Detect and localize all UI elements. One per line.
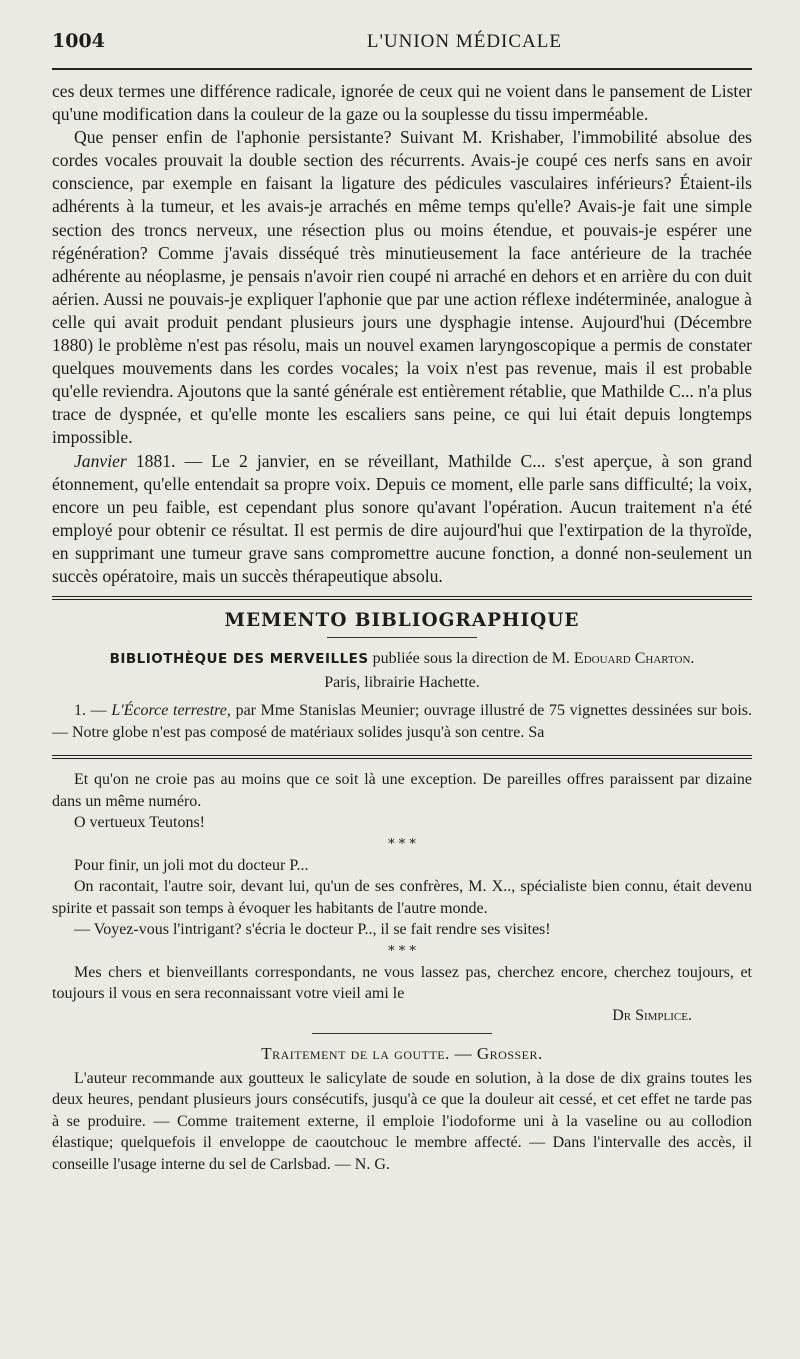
asterism: * * * [388, 836, 416, 852]
lower-paragraph-4: On racontait, l'autre soir, devant lui, qu'un de ses confrères, M. X.., spécialiste bien connu, était devenu spirite et passait son temps à évoquer les habitants de l'autre monde. [52, 878, 752, 917]
item-title: L'Écorce terrestre, [111, 702, 231, 720]
lower-paragraph-1: Et qu'on ne croie pas au moins que ce soit là une exception. De pareilles offres paraissent par dizaine dans un même numéro. [52, 771, 752, 810]
paragraph-janvier-text: 1881. — Le 2 janvier, en se réveillant, Mathilde C... s'est aperçue, à son grand étonnement, qu'elle entendait sa propre voix. Depuis ce moment, elle parle sans difficulté; la voix, encore un peu faible, est cependant plus sonore qu'avant l'opération. Aucun traitement n'a été employé pour obtenir ce résultat. Il est permis de dire aujourd'hui que l'extirpation de la thyroïde, en supprimant une tumeur grave sans compromettre aucune fonction, a donné non-seulement un succès opératoire, mais un succès thérapeutique absolu. [52, 450, 752, 586]
header-rule [52, 68, 752, 70]
lower-paragraph-2: O vertueux Teutons! [74, 814, 205, 832]
asterism-2: * * * [388, 943, 416, 959]
paragraph-aphonie: Que penser enfin de l'aphonie persistante? Suivant M. Krishaber, l'immobilité absolue des cordes vocales prouvait la double section des récurrents. Avais-je coupé ces nerfs sans en avoir conscience, par exemple en faisant la ligature des pédicules vasculaires inférieurs? Étaient-ils adhérents à la tumeur, et les avais-je arrachés en même temps qu'elle? Avais-je fait une simple section des troncs nerveux, une résection plus ou moins étendue, et pouvais-je espérer une régénération? Comme j'avais disséqué très minutieusement la face antérieure de la trachée adhérente au néoplasme, je pensais n'avoir rien coupé ni arraché en dehors et en arrière du con duit aérien. Aussi ne pouvais-je expliquer l'aphonie que par une action réflexe indéterminée, analogue à celle qui avait produit pendant plusieurs jours une dysphagie intense. Aujourd'hui (Décembre 1880) le problème n'est pas résolu, mais un nouvel examen laryngoscopique a permis de constater quelques mouvements dans les cordes vocales; la voix n'est pas revenue, mais il est probable qu'elle reviendra. Ajoutons que la santé générale est entièrement rétablie, que Mathilde C... n'a plus trace de dyspnée, et qu'elle monte les escaliers sans peine, ce qui lui était depuis longtemps impossible. [52, 127, 752, 448]
collection-name: BIBLIOTHÈQUE DES MERVEILLES [109, 651, 369, 668]
page-number: 1004 [52, 30, 105, 52]
date-label: Janvier [74, 450, 127, 471]
collection-director: Edouard Charton. [573, 650, 695, 668]
memento-item-1 [52, 700, 752, 743]
publisher-line: Paris, librairie Hachette. [324, 674, 480, 692]
collection-rest: publiée sous la direction de M. [368, 650, 574, 668]
article-text: L'auteur recommande aux goutteux le salicylate de soude en solution, à la dose de dix grains toutes les deux heures, pendant plusieurs jours consécutifs, jusqu'à ce que la douleur ait cessé, et cet effet ne tarde pas à se produire. — Comme traitement externe, il emploie l'iodoforme uni à la vaseline ou au collodion élastique; quelquefois il enveloppe de caoutchouc le membre affecté. — Dans l'intervalle des accès, il conseille l'usage interne du sel de Carlsbad. — N. G. [52, 1069, 752, 1173]
collection-line [52, 648, 752, 670]
lower-rule [52, 755, 752, 759]
page-header [52, 30, 752, 66]
memento-title: MEMENTO BIBLIOGRAPHIQUE [224, 610, 580, 632]
signature: Dr Simplice. [612, 1006, 692, 1024]
lower-paragraph-6: Mes chers et bienveillants correspondants, ne vous lassez pas, cherchez encore, cherchez toujours, et toujours il vous en sera reconnaissant votre vieil ami le [52, 963, 752, 1003]
title-rule [327, 637, 477, 638]
lower-paragraph-3: Pour finir, un joli mot du docteur P... [74, 856, 309, 874]
section-rule [52, 596, 752, 600]
running-title: L'UNION MÉDICALE [366, 31, 562, 52]
paragraph-janvier [52, 450, 752, 589]
lower-paragraph-5: — Voyez-vous l'intrigant? s'écria le docteur P.., il se fait rendre ses visites! [74, 921, 551, 939]
item-text: par Mme Stanislas Meunier; ouvrage illustré de 75 vignettes dessinées sur bois. — Notre globe n'est pas composé de matériaux solides jusqu'à son centre. Sa [52, 702, 753, 741]
paragraph-continuation: ces deux termes une différence radicale, ignorée de ceux qui ne voient dans le pansement de Lister qu'une modification dans la couleur de la gaze ou la souplesse du tissu imperméable. [52, 81, 752, 125]
article-heading: Traitement de la goutte. — Grosser. [261, 1043, 543, 1063]
item-number: 1. — [74, 702, 112, 720]
article-rule [312, 1033, 492, 1034]
